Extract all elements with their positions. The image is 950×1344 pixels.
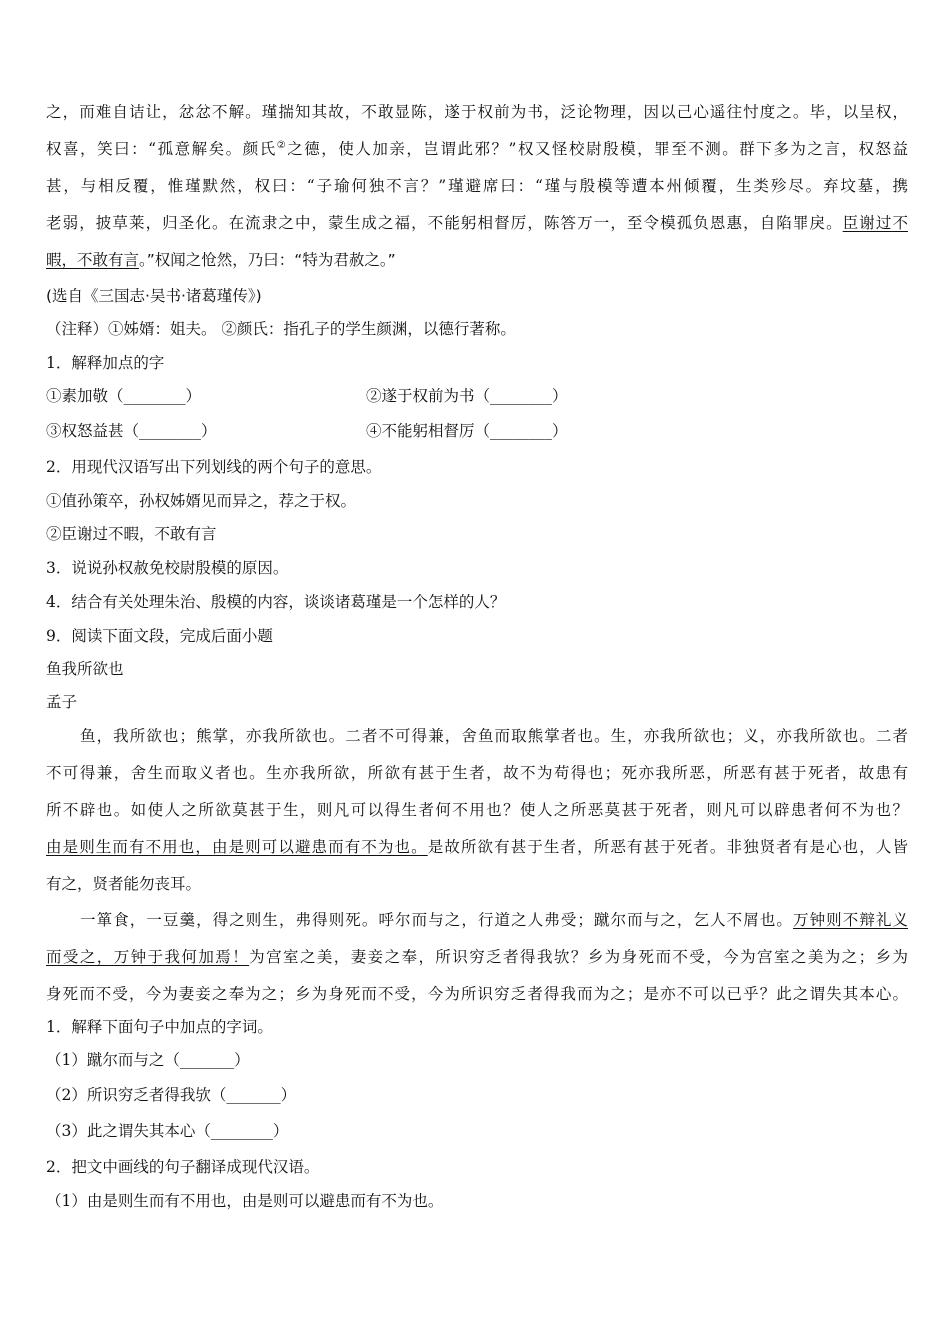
question-3: 3．说说孙权赦免校尉殷模的原因。 — [46, 559, 289, 577]
article-p2-line-1 — [46, 910, 908, 930]
article-p1-line-1: 鱼，我所欲也；熊掌，亦我所欲也。二者不可得兼，舍鱼而取熊掌者也。生，亦我所欲也；义，亦我所欲也。二者 — [80, 727, 908, 745]
text-run: 是故所欲有甚于生者，所恶有甚于死者。非独贤者有是心也，人皆 — [427, 838, 908, 856]
s9-question-2: 2．把文中画线的句子翻译成现代汉语。 — [46, 1158, 320, 1176]
article-p1-line-5: 有之，贤者能勿丧耳。 — [46, 875, 202, 893]
question-1-item-b: ②遂于权前为书（________） — [366, 387, 568, 405]
article-p1-line-4 — [46, 837, 908, 857]
s9-question-1-item-3: （3）此之谓失其本心（________） — [46, 1122, 289, 1140]
article-p2-line-3: 身死而不受，今为妻妾之奉为之；乡为身死而不受，今为所识穷乏者得我而为之；是亦不可以已乎？此之谓失其本心。 — [46, 985, 908, 1003]
text-run: 之德，使人加亲，岂谓此邪？”权又怪校尉殷模，罪至不测。群下多为之言，权怒益 — [287, 140, 908, 158]
question-1-item-c: ③权怒益甚（________） — [46, 422, 217, 440]
question-2: 2．用现代汉语写出下列划线的两个句子的意思。 — [46, 458, 382, 476]
question-1-item-d: ④不能躬相督厉（________） — [366, 422, 568, 440]
passage1-line-3 — [46, 176, 908, 196]
article-author: 孟子 — [46, 693, 78, 711]
question-2-item-a: ①值孙策卒，孙权姊婿见而异之，荐之于权。 — [46, 492, 357, 510]
text-run: 一箪食，一豆羹，得之则生，弗得则死。呼尔而与之，行道之人弗受；蹴尔而与之，乞人不屑也。 — [80, 911, 793, 929]
question-2-item-b: ②臣谢过不暇，不敢有言 — [46, 525, 217, 543]
passage1-notes: （注释）①姊婿：姐夫。 ②颜氏：指孔子的学生颜渊，以德行著称。 — [46, 320, 516, 338]
passage1-line-1 — [46, 102, 908, 122]
article-title: 鱼我所欲也 — [46, 660, 124, 678]
s9-question-1: 1．解释下面句子中加点的字词。 — [46, 1018, 273, 1036]
text-run: 为宫室之美，妻妾之奉，所识穷乏者得我欤？乡为身死而不受，今为宫室之美为之；乡为 — [249, 948, 908, 966]
underlined-sentence: 由是则生而有不用也，由是则可以避患而有不为也。 — [46, 838, 428, 856]
text-run: 权喜，笑曰：“孤意解矣。颜氏 — [46, 140, 277, 158]
underlined-sentence: 暇，不敢有言 — [46, 251, 140, 269]
question-4: 4．结合有关处理朱治、殷模的内容，谈谈诸葛瑾是一个怎样的人？ — [46, 593, 506, 611]
underlined-sentence: 万钟则不辩礼义 — [793, 911, 908, 929]
s9-question-2-item-1: （1）由是则生而有不用也，由是则可以避患而有不为也。 — [46, 1192, 444, 1210]
underlined-sentence: 而受之，万钟于我何加焉！ — [46, 948, 250, 966]
text-run: 甚，与相反覆，惟瑾默然，权曰：“子瑜何独不言？”瑾避席曰：“瑾与殷模等遭本州倾覆，生类殄尽。弃坟墓，携 — [46, 177, 908, 195]
passage1-line-2 — [46, 139, 908, 159]
article-p1-line-2: 不可得兼，舍生而取义者也。生亦我所欲，所欲有甚于生者，故不为苟得也；死亦我所恶，所恶有甚于死者，故患有 — [46, 764, 908, 782]
question-1: 1．解释加点的字 — [46, 354, 165, 372]
text-run: 老弱，披草莱，归圣化。在流隶之中，蒙生成之福，不能躬相督厉，陈答万一，至令模孤负恩惠，自陷罪戾。 — [46, 214, 843, 232]
footnote-marker: ② — [276, 139, 288, 151]
text-run: 之，而难自诘让，忿忿不解。瑾揣知其故，不敢显陈，遂于权前为书，泛论物理，因以己心遥往忖度之。毕，以呈权， — [46, 103, 908, 121]
passage1-line-5 — [46, 250, 908, 270]
article-p2-line-2 — [46, 947, 908, 967]
s9-question-1-item-2: （2）所识穷乏者得我欤（_______） — [46, 1086, 297, 1104]
underlined-sentence: 臣谢过不 — [842, 214, 908, 232]
section-9-heading: 9．阅读下面文段，完成后面小题 — [46, 627, 273, 645]
passage1-source: (选自《三国志·吴书·诸葛瑾传》) — [46, 287, 262, 305]
text-run: 。”权闻之怆然，乃曰：“特为君赦之。” — [139, 251, 396, 269]
s9-question-1-item-1: （1）蹴尔而与之（_______） — [46, 1051, 250, 1069]
passage1-line-4 — [46, 213, 908, 233]
article-p1-line-3: 所不辟也。如使人之所欲莫甚于生，则凡可以得生者何不用也？使人之所恶莫甚于死者，则凡可以辟患者何不为也？ — [46, 801, 908, 819]
question-1-item-a: ①素加敬（________） — [46, 387, 202, 405]
